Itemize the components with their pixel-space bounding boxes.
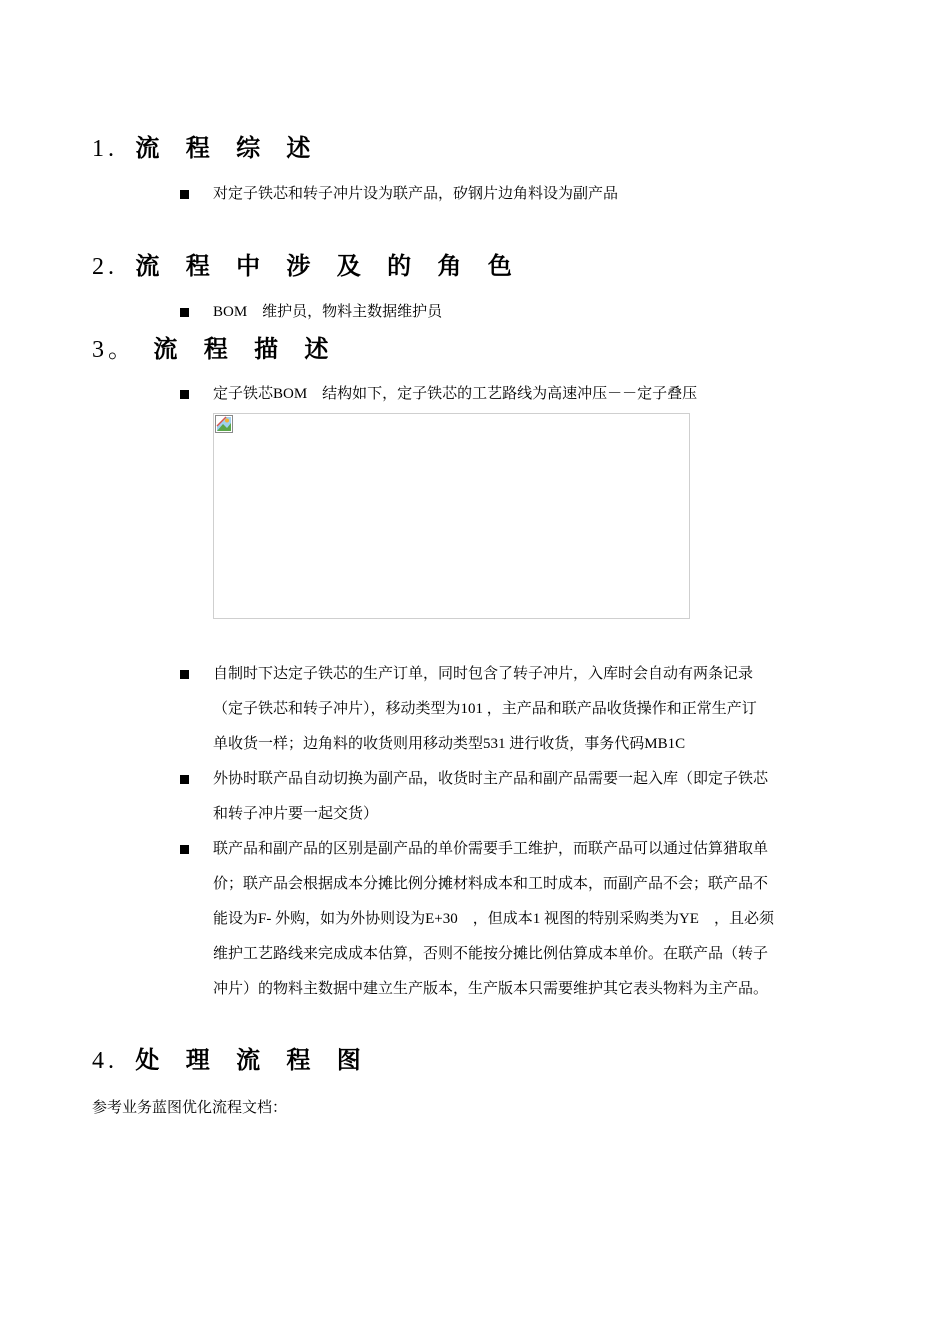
overview-item: 对定子铁芯和转子冲片设为联产品，矽钢片边角料设为副产品	[213, 186, 619, 202]
description-item-production-order	[213, 657, 861, 762]
bom-image-placeholder	[213, 413, 690, 619]
section-number: 3。	[92, 337, 136, 363]
roles-item: BOM 维护员，物料主数据维护员	[213, 304, 443, 320]
section-number: 2.	[92, 254, 118, 280]
section-heading-roles	[92, 251, 521, 282]
bullet-icon	[180, 845, 189, 854]
flowchart-note: 参考业务蓝图优化流程文档：	[92, 1100, 288, 1116]
bullet-icon	[180, 308, 189, 317]
section-heading-description	[92, 334, 337, 365]
section-title: 流 程 综 述	[135, 134, 320, 162]
bullet-icon	[180, 775, 189, 784]
bullet-icon	[180, 670, 189, 679]
section-heading-flowchart	[92, 1045, 370, 1076]
bullet-icon	[180, 190, 189, 199]
paragraph-line: （定子铁芯和转子冲片），移动类型为101 ，主产品和联产品收货操作和正常生产订	[213, 701, 757, 717]
paragraph-line: 维护工艺路线来完成成本估算，否则不能按分摊比例估算成本单价。在联产品（转子	[213, 946, 769, 962]
description-item-bom: 定子铁芯BOM 结构如下，定子铁芯的工艺路线为高速冲压－－定子叠压	[213, 386, 698, 402]
bullet-icon	[180, 390, 189, 399]
section-number: 4.	[92, 1048, 118, 1074]
section-heading-overview	[92, 133, 319, 164]
section-title: 处 理 流 程 图	[135, 1046, 370, 1074]
section-title: 流 程 中 涉 及 的 角 色	[135, 252, 521, 280]
broken-image-icon	[215, 415, 233, 433]
paragraph-line: 自制时下达定子铁芯的生产订单，同时包含了转子冲片，入库时会自动有两条记录	[213, 666, 754, 682]
paragraph-line: 单收货一样；边角料的收货则用移动类型531 进行收货，事务代码MB1C	[213, 736, 686, 752]
paragraph-line: 联产品和副产品的区别是副产品的单价需要手工维护，而联产品可以通过估算猎取单	[213, 841, 769, 857]
paragraph-line: 价；联产品会根据成本分摊比例分摊材料成本和工时成本，而副产品不会；联产品不	[213, 876, 769, 892]
description-item-difference	[213, 832, 861, 1007]
paragraph-line: 外协时联产品自动切换为副产品，收货时主产品和副产品需要一起入库（即定子铁芯	[213, 771, 769, 787]
paragraph-line: 和转子冲片要一起交货）	[213, 806, 379, 822]
paragraph-line: 冲片）的物料主数据中建立生产版本，生产版本只需要维护其它表头物料为主产品。	[213, 981, 769, 997]
section-number: 1.	[92, 136, 118, 162]
paragraph-line: 能设为F- 外购，如为外协则设为E+30 ，但成本1 视图的特别采购类为YE ，且必须	[213, 911, 774, 927]
section-title: 流 程 描 述	[153, 335, 338, 363]
description-item-outsourcing	[213, 762, 861, 832]
